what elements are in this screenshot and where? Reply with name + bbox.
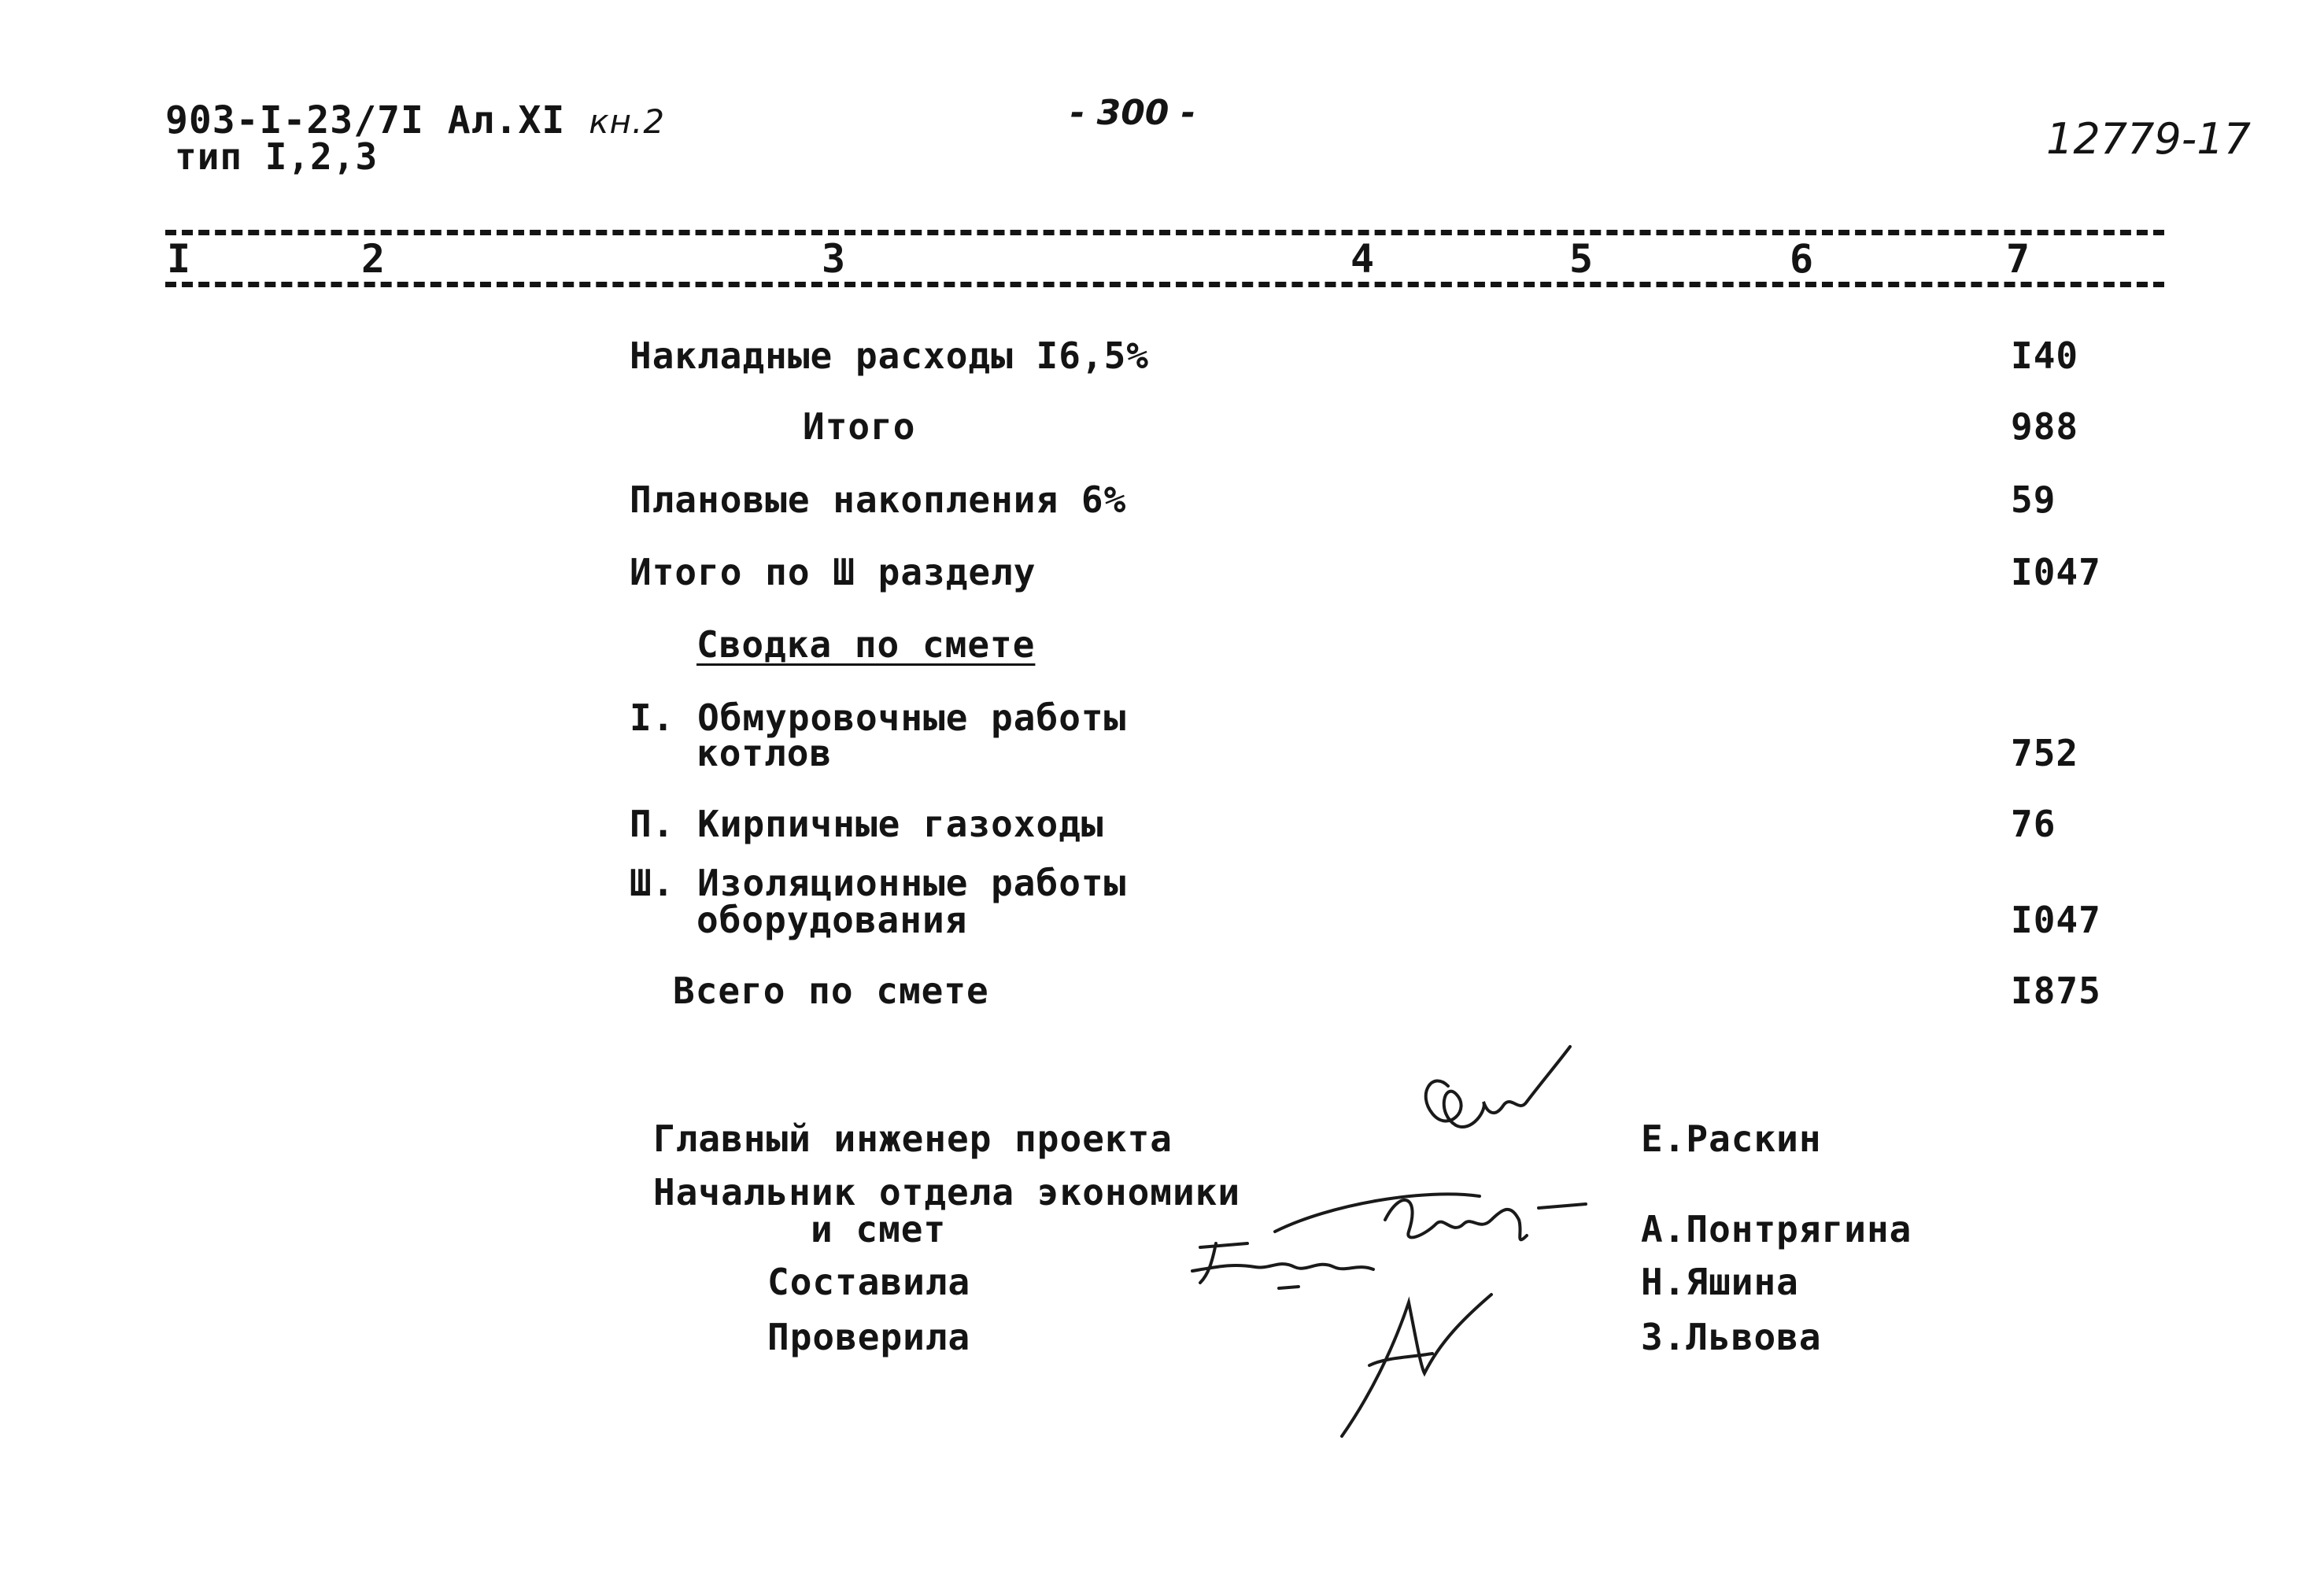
sheet-number-handwritten: 12779-17 (2046, 114, 2251, 164)
table-top-dashed-rule (165, 230, 2164, 235)
row-section-total-label: Итого по Ш разделу (630, 551, 1036, 593)
column-number-4: 4 (1347, 236, 1377, 282)
signer-2-role-cont: и смет (811, 1208, 947, 1250)
summary-item-3-label: Ш. Изоляционные работы (630, 862, 1127, 904)
summary-item-1-label-cont: котлов (696, 732, 833, 774)
row-planned-savings-label: Плановые накопления 6% (630, 478, 1127, 521)
signer-3-role: Составила (767, 1261, 971, 1303)
signer-3-name: Н.Яшина (1641, 1261, 1799, 1303)
summary-item-3-label-cont: оборудования (696, 899, 968, 941)
column-number-7: 7 (2003, 236, 2033, 282)
row-subtotal-value: 988 (2011, 405, 2079, 448)
signature-1-handwritten (1401, 1039, 1582, 1157)
document-code-text: 903-I-23/7I Ал.XI (165, 98, 566, 142)
column-number-2: 2 (358, 236, 388, 282)
summary-item-1-value: 752 (2011, 732, 2079, 774)
column-number-1: I (164, 236, 194, 282)
summary-item-3-value: I047 (2011, 899, 2101, 941)
signer-1-role: Главный инженер проекта (653, 1117, 1173, 1160)
summary-item-2-label: П. Кирпичные газоходы (630, 803, 1104, 845)
signer-4-name: З.Львова (1641, 1316, 1822, 1358)
book-number-handwritten: кн.2 (589, 102, 666, 141)
column-number-5: 5 (1566, 236, 1596, 282)
row-overhead-value: I40 (2011, 334, 2079, 377)
row-subtotal-label: Итого (803, 405, 916, 448)
summary-total-value: I875 (2011, 970, 2101, 1012)
summary-item-1-label: I. Обмуровочные работы (630, 696, 1127, 739)
table-column-dashed-rule (165, 282, 2164, 287)
document-type: тип I,2,3 (175, 135, 379, 178)
row-overhead-label: Накладные расходы I6,5% (630, 334, 1149, 377)
column-number-6: 6 (1786, 236, 1816, 282)
page-number: - 300 - (1070, 93, 1196, 133)
signer-4-role: Проверила (767, 1316, 971, 1358)
row-planned-savings-value: 59 (2011, 478, 2056, 521)
summary-heading: Сводка по смете (696, 623, 1036, 666)
signer-2-role: Начальник отдела экономики (653, 1171, 1241, 1213)
summary-total-label: Всего по смете (673, 970, 989, 1012)
signer-1-name: Е.Раскин (1641, 1117, 1822, 1160)
column-number-3: 3 (818, 236, 848, 282)
row-section-total-value: I047 (2011, 551, 2101, 593)
signer-2-name: А.Понтрягина (1641, 1208, 1912, 1250)
summary-item-2-value: 76 (2011, 803, 2056, 845)
signature-4-handwritten (1322, 1279, 1503, 1444)
